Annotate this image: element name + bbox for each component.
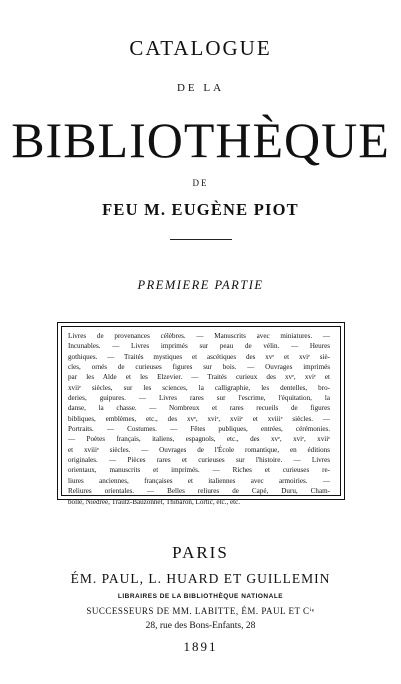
title-de: DE — [192, 178, 209, 188]
imprint-libraires: LIBRAIRES DE LA BIBLIOTHÈQUE NATIONALE — [117, 593, 284, 600]
contents-line: liures anciennes, françaises et italiennes avec armoiries. — — [68, 476, 330, 485]
contents-line: Portraits. — Costumes. — Fêtes publiques, entrées, cérémonies. — [68, 425, 330, 434]
part-label: PREMIERE PARTIE — [137, 278, 264, 292]
contents-line: et xviiiᵉ siècles. — Ouvrages de l'École romantique, en éditions — [68, 445, 330, 454]
contents-box — [57, 322, 345, 506]
contents-line: orientaux, manuscrits et imprimés. — Riches et curieuses re- — [68, 466, 330, 475]
contents-line: originales. — Pièces rares et curieuses sur l'histoire. — Livres — [68, 456, 330, 465]
imprint-successeurs: SUCCESSEURS DE MM. LABITTE, ÉM. PAUL ET Cⁱᵉ — [86, 606, 315, 616]
contents-line: Livres de provenances célèbres. — Manuscrits avec miniatures. — — [68, 332, 330, 340]
owner-name: FEU M. EUGÈNE PIOT — [102, 200, 299, 219]
title-de-la: DE LA — [176, 82, 225, 94]
imprint-city: PARIS — [172, 543, 229, 562]
imprint-year: 1891 — [183, 639, 218, 654]
contents-line: cles, ornés de curieuses figures sur bois. — Ouvrages imprimés — [68, 363, 330, 372]
contents-line: deries, guipures. — Livres rares sur l'escrime, l'équitation, la — [68, 394, 330, 403]
imprint-publishers: ÉM. PAUL, L. HUARD ET GUILLEMIN — [70, 571, 331, 586]
contents-line: bibliques, emblèmes, etc., des xvᵉ, xviᵉ, xviiᵉ et xviiiᵉ siècles. — — [68, 414, 330, 423]
title-catalogue: CATALOGUE — [129, 36, 272, 60]
title-divider — [170, 239, 232, 240]
contents-line: par les Alde et les Elzevier. — Traités curieux des xvᵉ, xviᵉ et — [68, 373, 330, 382]
contents-line: — Poètes français, italiens, espagnols, etc., des xvᵉ, xviᵉ, xviiᵉ — [68, 435, 330, 444]
contents-text — [68, 331, 330, 507]
contents-line: danse, la chasse. — Nombreux et rares recueils de figures — [68, 404, 330, 413]
title-bibliotheque: BIBLIOTHÈQUE — [11, 112, 390, 168]
imprint-address: 28, rue des Bons-Enfants, 28 — [145, 621, 256, 631]
contents-line: bolle, Niedrée, Trautz-Bauzonnet, Thibaron, Lortic, etc., etc. — [68, 497, 241, 506]
contents-line: Reliures orientales. — Belles reliures de Capé, Duru, Cham- — [68, 487, 330, 496]
contents-line: gothiques. — Traités mystiques et ascétiques des xvᵉ et xviᵉ siè- — [68, 352, 330, 361]
contents-line: Incunables. — Livres imprimés sur peau de vélin. — Heures — [68, 342, 330, 351]
contents-line: xviiᵉ siècles, sur les sciences, la calligraphie, les dentelles, bro- — [68, 383, 330, 392]
